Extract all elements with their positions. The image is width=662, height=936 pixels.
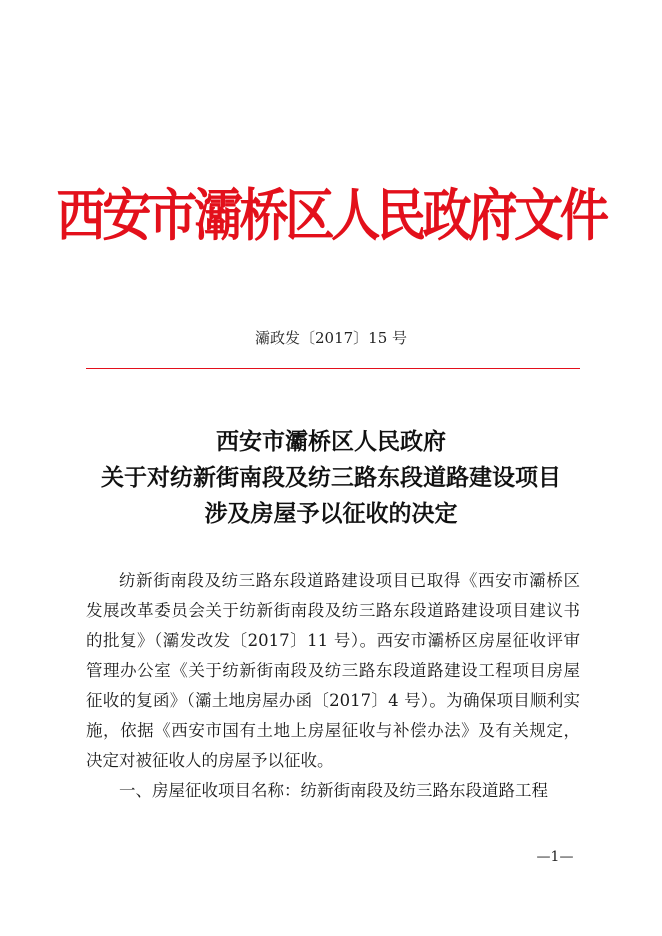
title-line-3: 涉及房屋予以征收的决定: [204, 500, 458, 527]
document-number: 灞政发〔2017〕15 号: [254, 329, 408, 347]
page-number: —1—: [536, 849, 574, 865]
body-paragraph-2: 一、房屋征收项目名称：纺新街南段及纺三路东段道路工程: [119, 781, 548, 800]
title-line-2: 关于对纺新街南段及纺三路东段道路建设项目: [101, 464, 561, 491]
body-paragraph-1: 纺新街南段及纺三路东段道路建设项目已取得《西安市灞桥区发展改革委员会关于纺新街南段及纺三路东段道路建设项目建议书的批复》（灞发改发〔2017〕11 号）。西安市灞桥区房屋征收评审管理办公室《关于纺新街南段及纺三路东段道路建设工程项目房屋征收的复函》（灞土地房屋办函〔2017〕4 号）。为确保项目顺利实施，依据《西安市国有土地上房屋征收与补偿办法》及有关规定，决定对被征收人的房屋予以征收。: [86, 571, 580, 770]
red-separator-line: [86, 368, 580, 369]
title-line-1: 西安市灞桥区人民政府: [216, 428, 446, 455]
document-body: [86, 566, 580, 806]
masthead-title: 西安市灞桥区人民政府文件: [56, 183, 606, 249]
document-title: [0, 424, 662, 532]
